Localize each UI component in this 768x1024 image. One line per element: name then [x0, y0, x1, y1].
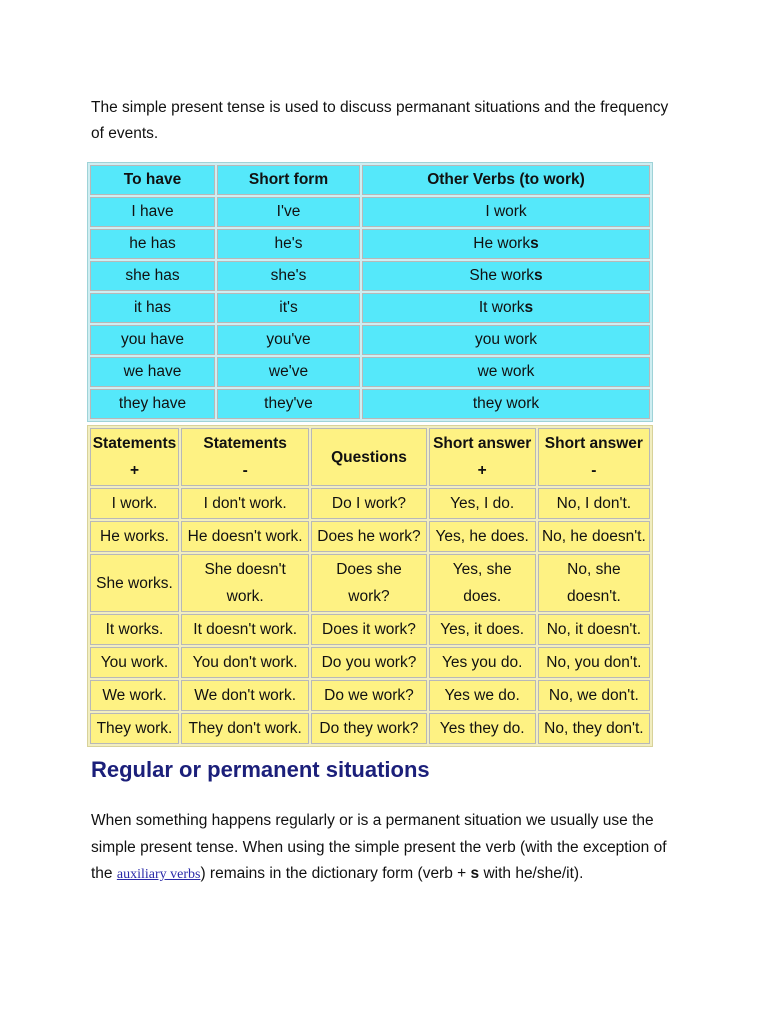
cell-short-answer-negative: No, I don't.	[538, 488, 650, 519]
table-row	[90, 680, 650, 711]
cell-short-form: he's	[217, 229, 360, 259]
verb-suffix: s	[534, 267, 543, 284]
cell-to-have: we have	[90, 357, 215, 387]
table-row	[90, 261, 650, 291]
cell-question: Does he work?	[311, 521, 426, 552]
cell-to-have: she has	[90, 261, 215, 291]
cell-question: Does it work?	[311, 614, 426, 645]
suffix-s: s	[470, 865, 480, 882]
cell-statement-positive: We work.	[90, 680, 179, 711]
cell-to-have: he has	[90, 229, 215, 259]
cell-statement-negative: They don't work.	[181, 713, 309, 744]
cell-question: Do they work?	[311, 713, 426, 744]
cell-to-have: it has	[90, 293, 215, 323]
table-row	[90, 325, 650, 355]
header-short-answer-positive: Short answer +	[429, 428, 536, 486]
cell-short-form: they've	[217, 389, 360, 419]
cell-statement-positive: It works.	[90, 614, 179, 645]
cell-statement-positive: They work.	[90, 713, 179, 744]
section-paragraph: When something happens regularly or is a permanent situation we usually use the simple present tense. When using the simple present the verb (with the exception of the auxiliary verbs) remains in the dictionary form (verb + s with he/she/it).	[91, 812, 667, 882]
cell-short-form: you've	[217, 325, 360, 355]
header-statements-positive: Statements +	[90, 428, 179, 486]
intro-line-2: of events.	[91, 125, 159, 142]
cell-statement-positive: You work.	[90, 647, 179, 678]
cell-short-answer-negative: No, you don't.	[538, 647, 650, 678]
cell-statement-positive: I work.	[90, 488, 179, 519]
table-row	[90, 614, 650, 645]
paragraph-line-2: simple present tense. When using the simple present the verb (with the exception of	[91, 838, 667, 856]
cell-short-form: it's	[217, 293, 360, 323]
table-row	[90, 713, 650, 744]
cell-question: Do we work?	[311, 680, 426, 711]
cell-to-have: you have	[90, 325, 215, 355]
header-other-verbs: Other Verbs (to work)	[362, 165, 650, 195]
header-questions: Questions	[311, 428, 426, 486]
cell-short-answer-positive: Yes you do.	[429, 647, 536, 678]
cell-statement-positive: He works.	[90, 521, 179, 552]
auxiliary-verbs-link[interactable]: auxiliary verbs	[116, 867, 201, 882]
cell-short-answer-positive: Yes they do.	[429, 713, 536, 744]
header-to-have: To have	[90, 165, 215, 195]
table-header-row	[90, 165, 650, 195]
cell-other-verb	[362, 293, 650, 323]
cell-statement-positive: She works.	[90, 554, 179, 612]
cell-statement-negative: He doesn't work.	[181, 521, 309, 552]
cell-short-answer-positive: Yes we do.	[429, 680, 536, 711]
cell-short-answer-negative: No, it doesn't.	[538, 614, 650, 645]
cell-short-answer-negative: No, we don't.	[538, 680, 650, 711]
cell-other-verb	[362, 229, 650, 259]
section-heading: Regular or permanent situations	[91, 757, 430, 782]
cell-question: Does she work?	[311, 554, 426, 612]
table-row	[90, 229, 650, 259]
cell-short-answer-positive: Yes, she does.	[429, 554, 536, 612]
cell-statement-negative: She doesn't work.	[181, 554, 309, 612]
cell-short-form: she's	[217, 261, 360, 291]
verb-forms-table	[87, 162, 653, 422]
header-short-form: Short form	[217, 165, 360, 195]
cell-short-answer-positive: Yes, he does.	[429, 521, 536, 552]
cell-short-answer-negative: No, he doesn't.	[538, 521, 650, 552]
intro-paragraph	[91, 95, 691, 147]
cell-statement-negative: It doesn't work.	[181, 614, 309, 645]
cell-question: Do I work?	[311, 488, 426, 519]
verb-stem: It work	[478, 299, 525, 316]
verb-suffix: s	[530, 235, 539, 252]
verb-stem: I work	[485, 203, 527, 220]
cell-statement-negative: We don't work.	[181, 680, 309, 711]
table-row	[90, 647, 650, 678]
intro-line-1: The simple present tense is used to discuss permanant situations and the frequency	[91, 99, 669, 116]
cell-other-verb	[362, 197, 650, 227]
table-row	[90, 357, 650, 387]
header-short-answer-negative: Short answer -	[538, 428, 650, 486]
header-statements-negative: Statements -	[181, 428, 309, 486]
cell-short-form: we've	[217, 357, 360, 387]
cell-statement-negative: I don't work.	[181, 488, 309, 519]
cell-short-answer-positive: Yes, I do.	[429, 488, 536, 519]
cell-statement-negative: You don't work.	[181, 647, 309, 678]
verb-stem: She work	[469, 267, 534, 284]
cell-short-answer-negative: No, they don't.	[538, 713, 650, 744]
paragraph-line-1: When something happens regularly or is a permanent situation we usually use the	[91, 812, 654, 829]
cell-short-answer-positive: Yes, it does.	[429, 614, 536, 645]
cell-to-have: they have	[90, 389, 215, 419]
table-row	[90, 554, 650, 612]
cell-short-answer-negative: No, she doesn't.	[538, 554, 650, 612]
table-row	[90, 488, 650, 519]
verb-stem: they work	[472, 395, 540, 412]
table-row	[90, 197, 650, 227]
verb-stem: we work	[477, 363, 535, 380]
cell-question: Do you work?	[311, 647, 426, 678]
cell-other-verb	[362, 357, 650, 387]
verb-suffix: s	[524, 299, 534, 316]
cell-other-verb	[362, 389, 650, 419]
sentence-forms-table	[87, 425, 653, 747]
table-row	[90, 521, 650, 552]
verb-stem: He work	[473, 235, 531, 252]
cell-short-form: I've	[217, 197, 360, 227]
table-row	[90, 389, 650, 419]
cell-other-verb	[362, 261, 650, 291]
cell-to-have: I have	[90, 197, 215, 227]
table-row	[90, 293, 650, 323]
table-header-row	[90, 428, 650, 486]
cell-other-verb	[362, 325, 650, 355]
verb-stem: you work	[474, 331, 538, 348]
